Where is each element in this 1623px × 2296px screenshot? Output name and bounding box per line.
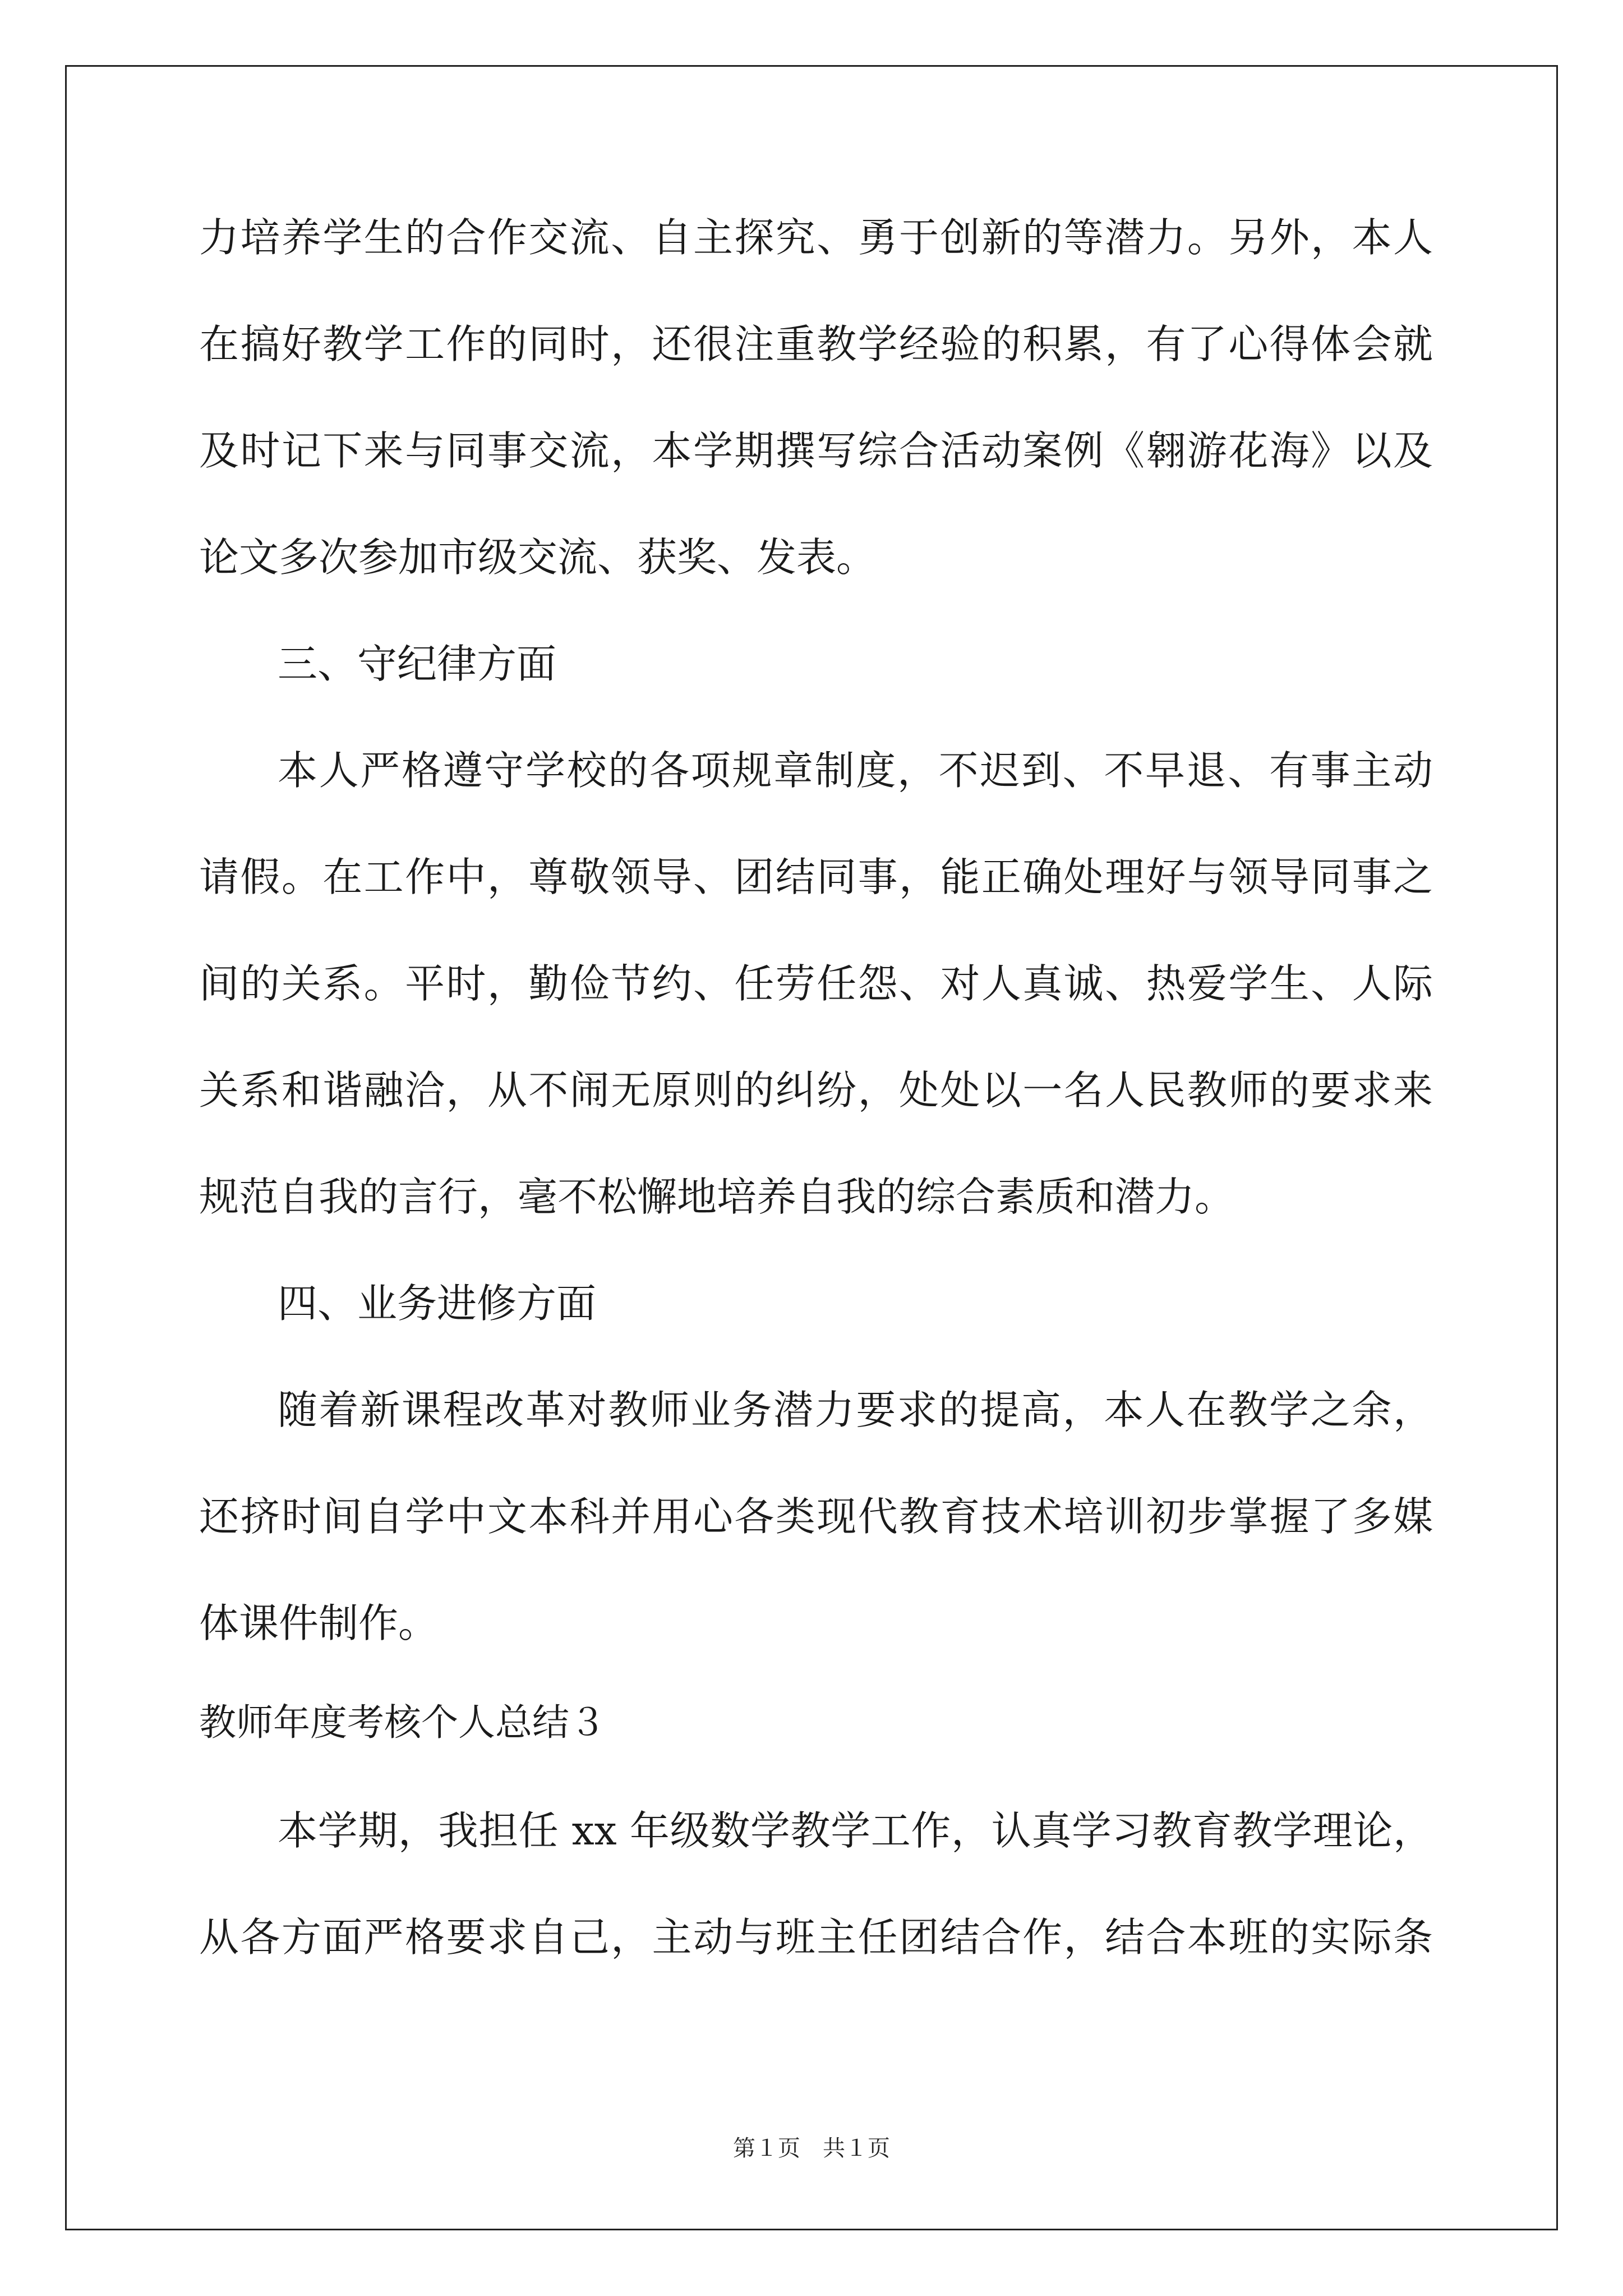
paragraph-line: 规范自我的言行，毫不松懈地培养自我的综合素质和潜力。 <box>199 1174 1235 1220</box>
paragraph-line: 随着新课程改革对教师业务潜力要求的提高，本人在教学之余， <box>278 1387 1433 1433</box>
paragraph-line: 力培养学生的合作交流、自主探究、勇于创新的等潜力。另外，本人 <box>199 214 1433 261</box>
document-body <box>199 214 1433 2024</box>
paragraph-line: 还挤时间自学中文本科并用心各类现代教育技术培训初步掌握了多媒 <box>199 1493 1433 1540</box>
paragraph-line: 间的关系。平时，勤俭节约、任劳任怨、对人真诚、热爱学生、人际 <box>199 960 1433 1007</box>
paragraph-line: 从各方面严格要求自己，主动与班主任团结合作，结合本班的实际条 <box>199 1914 1433 1961</box>
paragraph-line: 体课件制作。 <box>199 1600 439 1646</box>
section-heading: 三、守纪律方面 <box>278 641 557 687</box>
paragraph-line: 在搞好教学工作的同时，还很注重教学经验的积累，有了心得体会就 <box>199 321 1433 367</box>
section-heading: 四、业务进修方面 <box>278 1280 597 1327</box>
page-number-footer: 第１页 共１页 <box>733 2136 890 2161</box>
article-title: 教师年度考核个人总结３ <box>199 1701 606 1744</box>
paragraph-line: 请假。在工作中，尊敬领导、团结同事，能正确处理好与领导同事之 <box>199 854 1433 900</box>
paragraph-line: 及时记下来与同事交流，本学期撰写综合活动案例《翱游花海》以及 <box>199 427 1433 474</box>
paragraph-line: 论文多次参加市级交流、获奖、发表。 <box>199 534 877 581</box>
paragraph-line: 本学期，我担任 xx 年级数学教学工作，认真学习教育教学理论， <box>278 1807 1433 1854</box>
paragraph-line: 关系和谐融洽，从不闹无原则的纠纷，处处以一名人民教师的要求来 <box>199 1067 1433 1114</box>
paragraph-line: 本人严格遵守学校的各项规章制度，不迟到、不早退、有事主动 <box>278 747 1433 794</box>
